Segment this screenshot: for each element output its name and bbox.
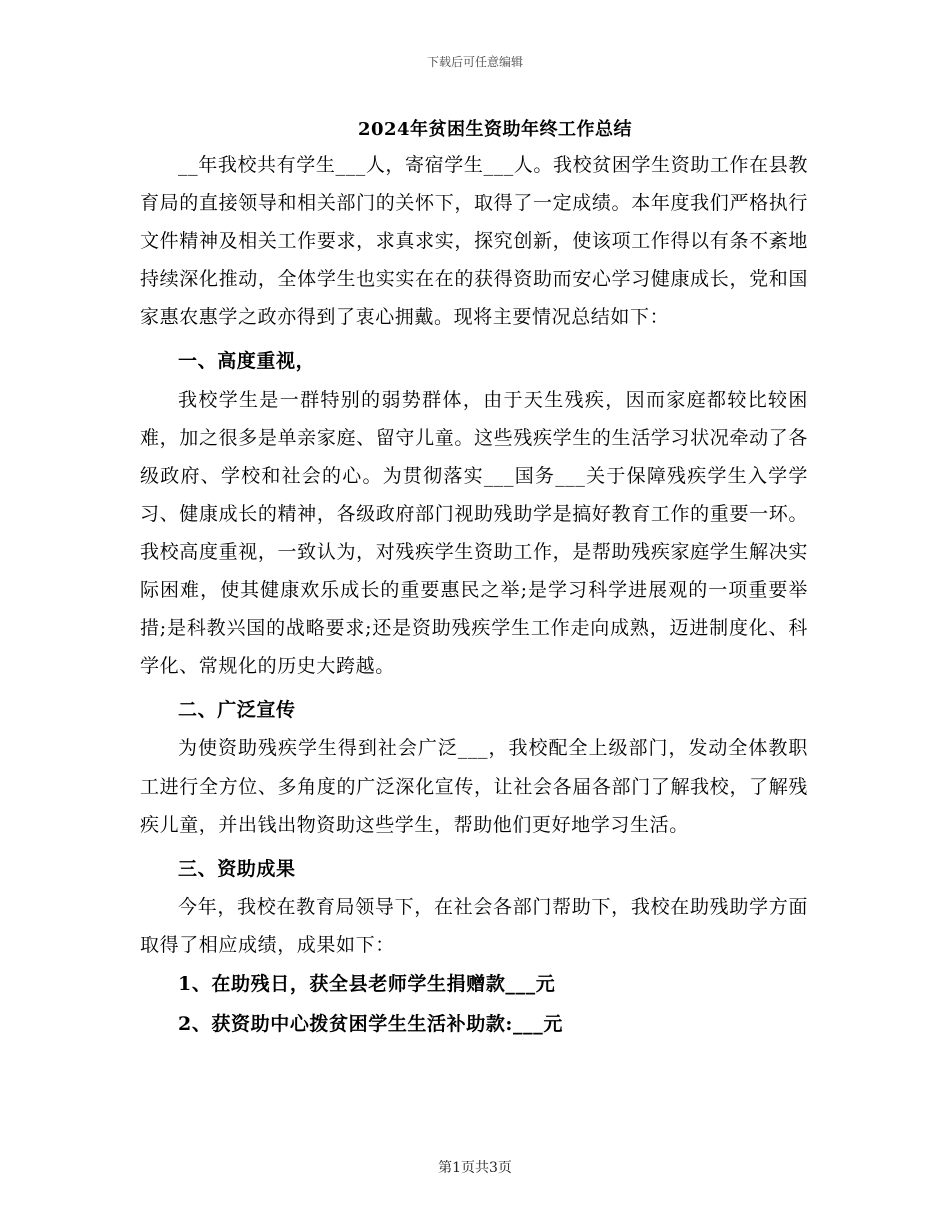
- section-paragraph-3: 今年，我校在教育局领导下，在社会各部门帮助下，我校在助残助学方面取得了相应成绩，成果如下：: [140, 895, 808, 956]
- result-item-1: 1、在助残日，获全县老师学生捐赠款___元: [178, 972, 556, 995]
- document-title: 2024年贫困生资助年终工作总结: [357, 119, 633, 140]
- page-footer: 第1页共3页: [438, 1160, 512, 1176]
- section-paragraph-1: 我校学生是一群特别的弱势群体，由于天生残疾，因而家庭都较比较困难，加之很多是单亲家庭、留守儿童。这些残疾学生的生活学习状况牵动了各级政府、学校和社会的心。为贯彻落实___国务___关于保障残疾学生入学学习、健康成长的精神，各级政府部门视助残助学是搞好教育工作的重要一环。我校高度重视，一致认为，对残疾学生资助工作，是帮助残疾家庭学生解决实际困难，使其健康欢乐成长的重要惠民之举;是学习科学进展观的一项重要举措;是科教兴国的战略要求;还是资助残疾学生工作走向成熟，迈进制度化、科学化、常规化的历史大跨越。: [140, 388, 808, 678]
- intro-paragraph: __年我校共有学生___人，寄宿学生___人。我校贫困学生资助工作在县教育局的直接领导和相关部门的关怀下，取得了一定成绩。本年度我们严格执行文件精神及相关工作要求，求真求实，探究创新，使该项工作得以有条不紊地持续深化推动，全体学生也实实在在的获得资助而安心学习健康成长，党和国家惠农惠学之政亦得到了衷心拥戴。现将主要情况总结如下：: [140, 154, 808, 329]
- document-body: [140, 146, 808, 1044]
- section-heading-1: 一、高度重视，: [178, 350, 316, 373]
- section-heading-2: 二、广泛宣传: [178, 699, 296, 722]
- section-heading-3: 三、资助成果: [178, 857, 296, 880]
- result-item-2: 2、获资助中心拨贫困学生生活补助款:___元: [178, 1012, 563, 1035]
- section-paragraph-2: 为使资助残疾学生得到社会广泛___，我校配全上级部门，发动全体教职工进行全方位、多角度的广泛深化宣传，让社会各届各部门了解我校，了解残疾儿童，并出钱出物资助这些学生，帮助他们更好地学习生活。: [140, 737, 808, 836]
- header-note: 下载后可任意编辑: [426, 55, 523, 69]
